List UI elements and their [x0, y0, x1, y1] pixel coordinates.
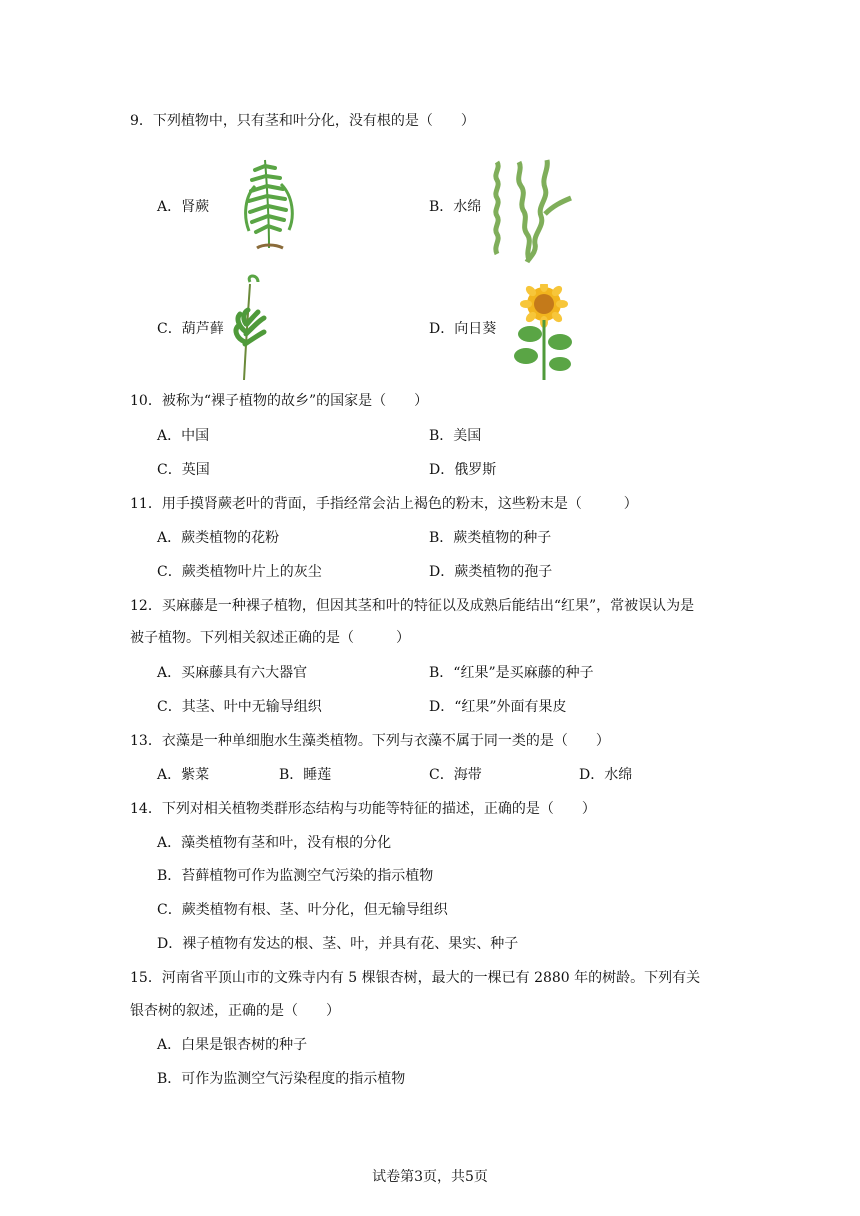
question-10-option-d: D．俄罗斯	[429, 462, 497, 478]
question-15-stem-line-1: 15．河南省平顶山市的文殊寺内有 5 棵银杏树，最大的一棵已有 2880 年的树龄。下列有关	[130, 970, 701, 986]
page-footer: 试卷第3页，共5页	[372, 1169, 488, 1185]
question-11-option-c: C．蕨类植物叶片上的灰尘	[157, 564, 322, 580]
question-12-option-c: C．其茎、叶中无输导组织	[157, 699, 322, 715]
question-12-stem-line-2: 被子植物。下列相关叙述正确的是（ ）	[130, 630, 410, 646]
question-12-option-b: B．“红果”是买麻藤的种子	[429, 665, 594, 681]
question-12-stem-line-1: 12．买麻藤是一种裸子植物，但因其茎和叶的特征以及成熟后能结出“红果”，常被误认为是	[130, 598, 695, 614]
question-15-option-b: B．可作为监测空气污染程度的指示植物	[157, 1071, 406, 1087]
question-9-option-d: D．向日葵	[429, 321, 497, 337]
question-12-option-a: A．买麻藤具有六大器官	[157, 665, 308, 681]
question-9-stem: 9．下列植物中，只有茎和叶分化，没有根的是（ ）	[130, 113, 475, 129]
question-11-option-b: B．蕨类植物的种子	[429, 530, 552, 546]
question-14-option-a: A．藻类植物有茎和叶，没有根的分化	[157, 835, 392, 851]
question-9-option-b: B．水绵	[429, 199, 482, 215]
question-10-option-b: B．美国	[429, 428, 482, 444]
moss-icon	[230, 272, 272, 384]
question-15-option-a: A．白果是银杏树的种子	[157, 1037, 308, 1053]
question-14-option-c: C．蕨类植物有根、茎、叶分化，但无输导组织	[157, 902, 448, 918]
question-14-option-b: B．苔藓植物可作为监测空气污染的指示植物	[157, 868, 434, 884]
question-13-option-d: D．水绵	[579, 767, 633, 783]
question-15-stem-line-2: 银杏树的叙述，正确的是（ ）	[130, 1003, 340, 1019]
question-10-stem: 10．被称为“裸子植物的故乡”的国家是（ ）	[130, 393, 429, 409]
question-11-stem: 11．用手摸肾蕨老叶的背面，手指经常会沾上褐色的粉末，这些粉末是（ ）	[130, 496, 638, 512]
question-11-option-d: D．蕨类植物的孢子	[429, 564, 553, 580]
question-9-option-a: A．肾蕨	[157, 199, 210, 215]
spirogyra-icon	[489, 158, 575, 264]
question-14-stem: 14．下列对相关植物类群形态结构与功能等特征的描述，正确的是（ ）	[130, 801, 596, 817]
question-11-option-a: A．蕨类植物的花粉	[157, 530, 280, 546]
question-13-stem: 13．衣藻是一种单细胞水生藻类植物。下列与衣藻不属于同一类的是（ ）	[130, 733, 610, 749]
fern-icon	[235, 156, 307, 254]
question-10-option-c: C．英国	[157, 462, 210, 478]
question-12-option-d: D．“红果”外面有果皮	[429, 699, 567, 715]
question-9-option-c: C．葫芦藓	[157, 321, 224, 337]
question-13-option-c: C．海带	[429, 767, 482, 783]
question-13-option-a: A．紫菜	[157, 767, 210, 783]
question-14-option-d: D．裸子植物有发达的根、茎、叶，并具有花、果实、种子	[157, 936, 519, 952]
question-10-option-a: A．中国	[157, 428, 210, 444]
question-13-option-b: B．睡莲	[279, 767, 332, 783]
sunflower-icon	[510, 284, 576, 382]
